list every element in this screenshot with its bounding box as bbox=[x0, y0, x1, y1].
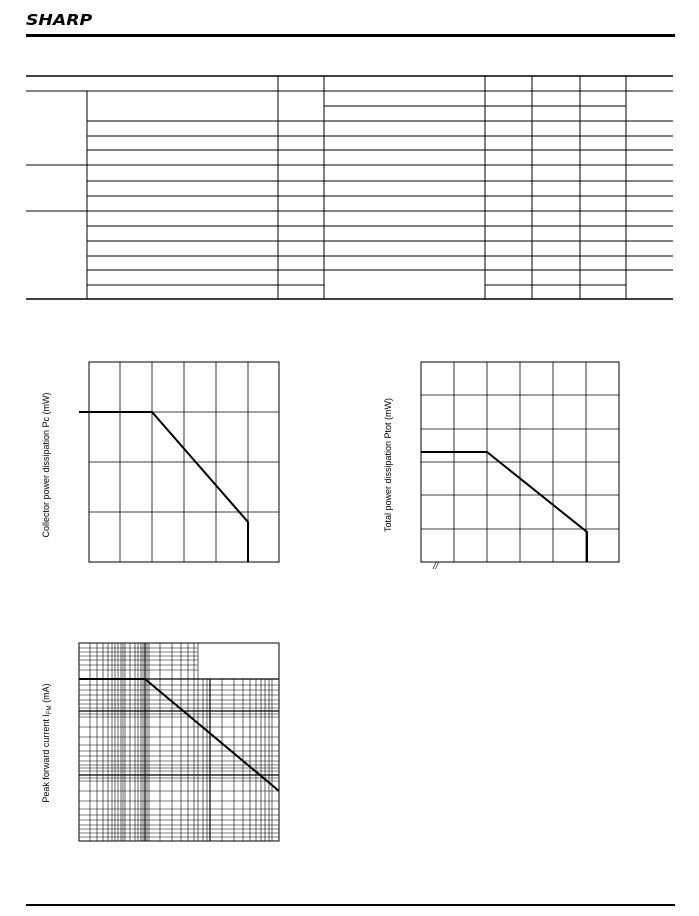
sharp-logo: SHARP bbox=[26, 11, 93, 29]
peak-y-label: Peak forward current $I_{FM}$ (mA) bbox=[41, 683, 53, 803]
total-y-label: Total power dissipation Ptot (mW) bbox=[383, 397, 393, 533]
axis-break-mark: // bbox=[433, 561, 439, 571]
collector-y-label: Collector power dissipation Pc (mW) bbox=[41, 392, 51, 538]
footer-rule bbox=[26, 904, 675, 906]
peak-current-curve bbox=[79, 679, 279, 791]
